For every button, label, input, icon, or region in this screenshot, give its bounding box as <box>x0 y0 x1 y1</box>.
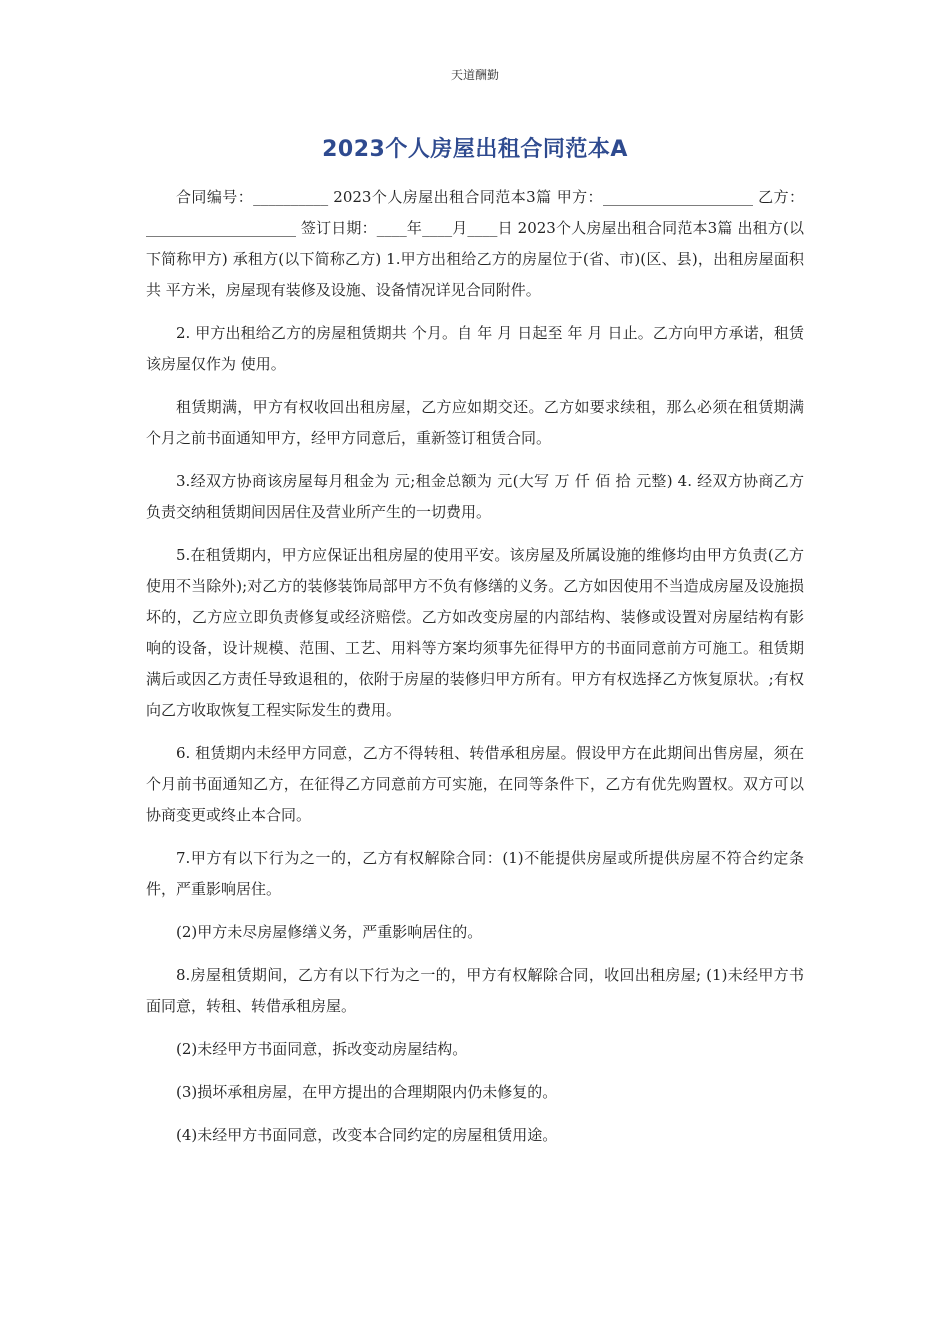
paragraph-3: 租赁期满，甲方有权收回出租房屋，乙方应如期交还。乙方如要求续租，那么必须在租赁期满个月之前书面通知甲方，经甲方同意后，重新签订租赁合同。 <box>146 398 804 447</box>
page-header: 天道酬勤 <box>450 68 499 82</box>
paragraph-12: (4)未经甲方书面同意，改变本合同约定的房屋租赁用途。 <box>176 1126 558 1144</box>
paragraph-8: (2)甲方未尽房屋修缮义务，严重影响居住的。 <box>176 923 483 941</box>
paragraph-6: 6. 租赁期内未经甲方同意，乙方不得转租、转借承租房屋。假设甲方在此期间出售房屋，须在 个月前书面通知乙方，在征得乙方同意前方可实施，在同等条件下，乙方有优先购置权。双方可以协商变更或终止本合同。 <box>146 744 804 824</box>
paragraph-9: 8.房屋租赁期间，乙方有以下行为之一的，甲方有权解除合同，收回出租房屋; (1)未经甲方书面同意，转租、转借承租房屋。 <box>146 966 804 1015</box>
paragraph-2: 2. 甲方出租给乙方的房屋租赁期共 个月。自 年 月 日起至 年 月 日止。乙方向甲方承诺，租赁该房屋仅作为 使用。 <box>146 324 804 373</box>
document-body <box>146 182 804 1163</box>
paragraph-10: (2)未经甲方书面同意，拆改变动房屋结构。 <box>176 1040 468 1058</box>
document-title: 2023个人房屋出租合同范本A <box>322 137 628 162</box>
paragraph-11: (3)损坏承租房屋，在甲方提出的合理期限内仍未修复的。 <box>176 1083 558 1101</box>
paragraph-4: 3.经双方协商该房屋每月租金为 元;租金总额为 元(大写 万 仟 佰 拾 元整) 4. 经双方协商乙方负责交纳租赁期间因居住及营业所产生的一切费用。 <box>146 472 804 521</box>
paragraph-5: 5.在租赁期内，甲方应保证出租房屋的使用平安。该房屋及所属设施的维修均由甲方负责(乙方使用不当除外);对乙方的装修装饰局部甲方不负有修缮的义务。乙方如因使用不当造成房屋及设施损坏的，乙方应立即负责修复或经济赔偿。乙方如改变房屋的内部结构、装修或设置对房屋结构有影响的设备，设计规模、范围、工艺、用料等方案均须事先征得甲方的书面同意前方可施工。租赁期满后或因乙方责任导致退租的，依附于房屋的装修归甲方所有。甲方有权选择乙方恢复原状。;有权向乙方收取恢复工程实际发生的费用。 <box>146 546 804 719</box>
paragraph-7: 7.甲方有以下行为之一的，乙方有权解除合同：(1)不能提供房屋或所提供房屋不符合约定条件，严重影响居住。 <box>146 849 804 898</box>
paragraph-1: 合同编号：__________ 2023个人房屋出租合同范本3篇 甲方：____________________ 乙方：____________________ 签订日期：____年____月____日 2023个人房屋出租合同范本3篇 出租方(以下简称甲方) 承租方(以下简称乙方) 1.甲方出租给乙方的房屋位于(省、市)(区、县)，出租房屋面积共 平方米，房屋现有装修及设施、设备情况详见合同附件。 <box>146 188 804 299</box>
